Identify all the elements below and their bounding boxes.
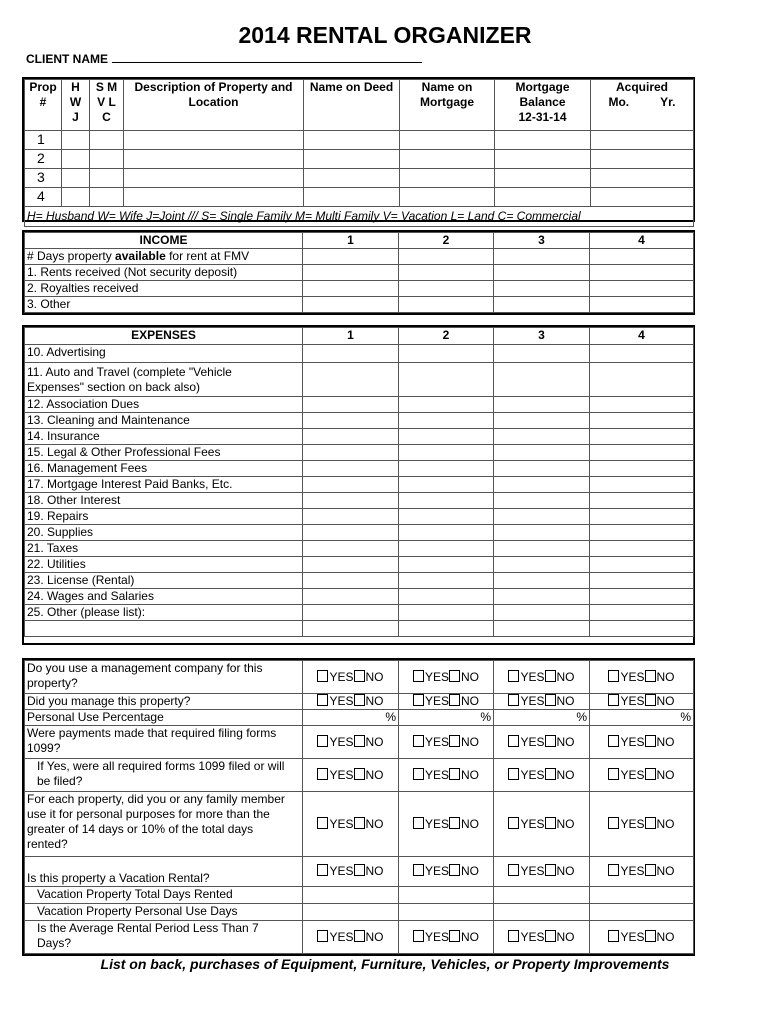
yes-checkbox[interactable]: [413, 864, 424, 876]
expense-row: 17. Mortgage Interest Paid Banks, Etc.: [25, 477, 694, 493]
property-row: 3: [25, 169, 694, 188]
income-section: [22, 230, 695, 315]
yes-checkbox[interactable]: [508, 864, 519, 876]
yes-no-field[interactable]: YES NO: [303, 694, 399, 710]
questions-section: [22, 658, 695, 956]
no-checkbox[interactable]: [645, 930, 656, 942]
income-col-4: 4: [590, 233, 694, 249]
income-row: 2. Royalties received: [25, 281, 694, 297]
expense-row: 24. Wages and Salaries: [25, 589, 694, 605]
yes-no-field[interactable]: YES NO: [399, 921, 494, 954]
question-vacation-rental: Is this property a Vacation Rental? YES NO YES NO YES NO YES NO: [25, 857, 694, 887]
yes-checkbox[interactable]: [608, 670, 619, 682]
yes-no-field[interactable]: YES NO: [303, 726, 399, 759]
yes-checkbox[interactable]: [608, 864, 619, 876]
no-checkbox[interactable]: [645, 817, 656, 829]
yes-no-field[interactable]: YES NO: [590, 921, 694, 954]
property-row: 1: [25, 131, 694, 150]
yes-checkbox[interactable]: [608, 817, 619, 829]
expense-row: 21. Taxes: [25, 541, 694, 557]
yes-checkbox[interactable]: [317, 694, 328, 706]
acquired-yr: Yr.: [660, 95, 676, 109]
expense-row: 18. Other Interest: [25, 493, 694, 509]
question-management-company: Do you use a management company for this property? YES NO YES NO YES NO YES NO: [25, 661, 694, 694]
no-checkbox[interactable]: [545, 930, 556, 942]
yes-checkbox[interactable]: [413, 670, 424, 682]
question-payments-1099: Were payments made that required filing forms 1099? YES NO YES NO YES NO YES NO: [25, 726, 694, 759]
yes-checkbox[interactable]: [508, 930, 519, 942]
legend: H= Husband W= Wife J=Joint /// S= Single Family M= Multi Family V= Vacation L= Land C= Commercial: [25, 207, 694, 227]
expense-row: 20. Supplies: [25, 525, 694, 541]
no-checkbox[interactable]: [354, 864, 365, 876]
yes-checkbox[interactable]: [317, 817, 328, 829]
yes-no-field[interactable]: YES NO: [399, 759, 494, 792]
yes-no-field[interactable]: YES NO: [494, 694, 590, 710]
acquired-mo: Mo.: [608, 95, 630, 109]
no-checkbox[interactable]: [354, 768, 365, 780]
yes-checkbox[interactable]: [413, 694, 424, 706]
yes-checkbox[interactable]: [508, 735, 519, 747]
yes-no-field[interactable]: YES NO: [303, 857, 399, 887]
yes-checkbox[interactable]: [508, 670, 519, 682]
no-checkbox[interactable]: [545, 735, 556, 747]
yes-no-field[interactable]: YES NO: [590, 759, 694, 792]
no-checkbox[interactable]: [645, 694, 656, 706]
expense-row: 19. Repairs: [25, 509, 694, 525]
yes-checkbox[interactable]: [317, 735, 328, 747]
no-checkbox[interactable]: [449, 930, 460, 942]
percent-field[interactable]: %: [303, 710, 399, 726]
yes-checkbox[interactable]: [317, 768, 328, 780]
yes-no-field[interactable]: YES NO: [303, 661, 399, 694]
no-checkbox[interactable]: [449, 670, 460, 682]
yes-no-field[interactable]: YES NO: [494, 759, 590, 792]
income-col-2: 2: [399, 233, 494, 249]
question-vacation-personal-days: Vacation Property Personal Use Days: [25, 904, 694, 921]
income-row-days: # Days property available for rent at FMV: [25, 249, 694, 265]
expense-row: 12. Association Dues: [25, 397, 694, 413]
yes-no-field[interactable]: YES NO: [590, 857, 694, 887]
income-col-3: 3: [494, 233, 590, 249]
yes-checkbox[interactable]: [413, 768, 424, 780]
yes-checkbox[interactable]: [508, 817, 519, 829]
yes-checkbox[interactable]: [608, 768, 619, 780]
no-checkbox[interactable]: [354, 735, 365, 747]
expense-row: 25. Other (please list):: [25, 605, 694, 621]
name-deed-header: Name on Deed: [304, 80, 400, 131]
percent-field[interactable]: %: [494, 710, 590, 726]
expenses-col-4: 4: [590, 328, 694, 345]
yes-checkbox[interactable]: [508, 694, 519, 706]
client-name-row: [26, 52, 422, 66]
yes-checkbox[interactable]: [317, 864, 328, 876]
yes-no-field[interactable]: YES NO: [303, 792, 399, 857]
yes-no-field[interactable]: YES NO: [303, 921, 399, 954]
yes-no-field[interactable]: YES NO: [399, 661, 494, 694]
no-checkbox[interactable]: [354, 930, 365, 942]
yes-no-field[interactable]: YES NO: [494, 857, 590, 887]
no-checkbox[interactable]: [449, 735, 460, 747]
expenses-header: EXPENSES: [25, 328, 303, 345]
percent-field[interactable]: %: [399, 710, 494, 726]
expense-row: 11. Auto and Travel (complete "Vehicle Expenses" section on back also): [25, 363, 694, 397]
no-checkbox[interactable]: [449, 768, 460, 780]
expense-row: 16. Management Fees: [25, 461, 694, 477]
expense-row: 15. Legal & Other Professional Fees: [25, 445, 694, 461]
income-row: 3. Other: [25, 297, 694, 313]
no-checkbox[interactable]: [645, 768, 656, 780]
income-row: 1. Rents received (Not security deposit): [25, 265, 694, 281]
no-checkbox[interactable]: [645, 864, 656, 876]
yes-no-field[interactable]: YES NO: [590, 661, 694, 694]
yes-no-field[interactable]: YES NO: [590, 726, 694, 759]
property-row: 2: [25, 150, 694, 169]
name-mortgage-header: Name on Mortgage: [400, 80, 495, 131]
yes-checkbox[interactable]: [317, 670, 328, 682]
yes-checkbox[interactable]: [608, 930, 619, 942]
client-name-field[interactable]: [112, 52, 422, 63]
no-checkbox[interactable]: [545, 694, 556, 706]
yes-no-field[interactable]: YES NO: [399, 792, 494, 857]
yes-no-field[interactable]: YES NO: [399, 726, 494, 759]
client-name-label: CLIENT NAME: [26, 52, 108, 66]
yes-no-field[interactable]: YES NO: [494, 921, 590, 954]
hwj-header: H W J: [62, 80, 90, 131]
no-checkbox[interactable]: [449, 864, 460, 876]
question-vacation-days-rented: Vacation Property Total Days Rented: [25, 887, 694, 904]
expense-row: 23. License (Rental): [25, 573, 694, 589]
income-col-1: 1: [303, 233, 399, 249]
acquired-header: Acquired Mo. Yr.: [591, 80, 694, 131]
income-header: INCOME: [25, 233, 303, 249]
yes-no-field[interactable]: YES NO: [590, 694, 694, 710]
no-checkbox[interactable]: [545, 768, 556, 780]
yes-checkbox[interactable]: [413, 817, 424, 829]
expense-row: 13. Cleaning and Maintenance: [25, 413, 694, 429]
question-family-personal-use: For each property, did you or any family member use it for personal purposes for more than the greater of 14 days or 10% of the total days rented? YES NO YES NO YES NO YES NO: [25, 792, 694, 857]
expense-row-blank: [25, 621, 694, 637]
question-personal-use: Personal Use Percentage % % % %: [25, 710, 694, 726]
yes-no-field[interactable]: YES NO: [399, 694, 494, 710]
yes-no-field[interactable]: YES NO: [494, 726, 590, 759]
yes-no-field[interactable]: YES NO: [399, 857, 494, 887]
expenses-section: [22, 325, 695, 645]
yes-no-field[interactable]: YES NO: [494, 661, 590, 694]
no-checkbox[interactable]: [545, 670, 556, 682]
no-checkbox[interactable]: [545, 817, 556, 829]
question-average-rental-period: Is the Average Rental Period Less Than 7 Days? YES NO YES NO YES NO YES NO: [25, 921, 694, 954]
questions-table: [24, 660, 694, 954]
yes-checkbox[interactable]: [413, 930, 424, 942]
yes-no-field[interactable]: YES NO: [590, 792, 694, 857]
smvlc-header: S M V L C: [90, 80, 124, 131]
yes-checkbox[interactable]: [608, 735, 619, 747]
expenses-col-2: 2: [399, 328, 494, 345]
question-forms-1099-filed: If Yes, were all required forms 1099 filed or will be filed? YES NO YES NO YES NO YES NO: [25, 759, 694, 792]
percent-field[interactable]: %: [590, 710, 694, 726]
no-checkbox[interactable]: [449, 817, 460, 829]
description-header: Description of Property and Location: [124, 80, 304, 131]
question-managed-property: Did you manage this property? YES NO YES NO YES NO YES NO: [25, 694, 694, 710]
yes-checkbox[interactable]: [317, 930, 328, 942]
property-section: [22, 77, 695, 222]
yes-checkbox[interactable]: [508, 768, 519, 780]
prop-header: Prop #: [25, 80, 62, 131]
expense-row: 10. Advertising: [25, 345, 694, 363]
yes-checkbox[interactable]: [608, 694, 619, 706]
no-checkbox[interactable]: [354, 694, 365, 706]
expenses-col-1: 1: [303, 328, 399, 345]
expenses-col-3: 3: [494, 328, 590, 345]
no-checkbox[interactable]: [354, 670, 365, 682]
no-checkbox[interactable]: [545, 864, 556, 876]
yes-checkbox[interactable]: [413, 735, 424, 747]
yes-no-field[interactable]: YES NO: [303, 759, 399, 792]
expenses-table: [24, 327, 694, 637]
expense-row: 22. Utilities: [25, 557, 694, 573]
no-checkbox[interactable]: [354, 817, 365, 829]
yes-no-field[interactable]: YES NO: [494, 792, 590, 857]
income-table: [24, 232, 694, 313]
property-row: 4: [25, 188, 694, 207]
expense-row: 14. Insurance: [25, 429, 694, 445]
footer-note: List on back, purchases of Equipment, Furniture, Vehicles, or Property Improvements: [100, 956, 670, 972]
no-checkbox[interactable]: [645, 670, 656, 682]
mortgage-balance-header: Mortgage Balance 12-31-14: [495, 80, 591, 131]
no-checkbox[interactable]: [645, 735, 656, 747]
no-checkbox[interactable]: [449, 694, 460, 706]
property-table: [24, 79, 694, 227]
form-title: 2014 RENTAL ORGANIZER: [238, 22, 532, 48]
